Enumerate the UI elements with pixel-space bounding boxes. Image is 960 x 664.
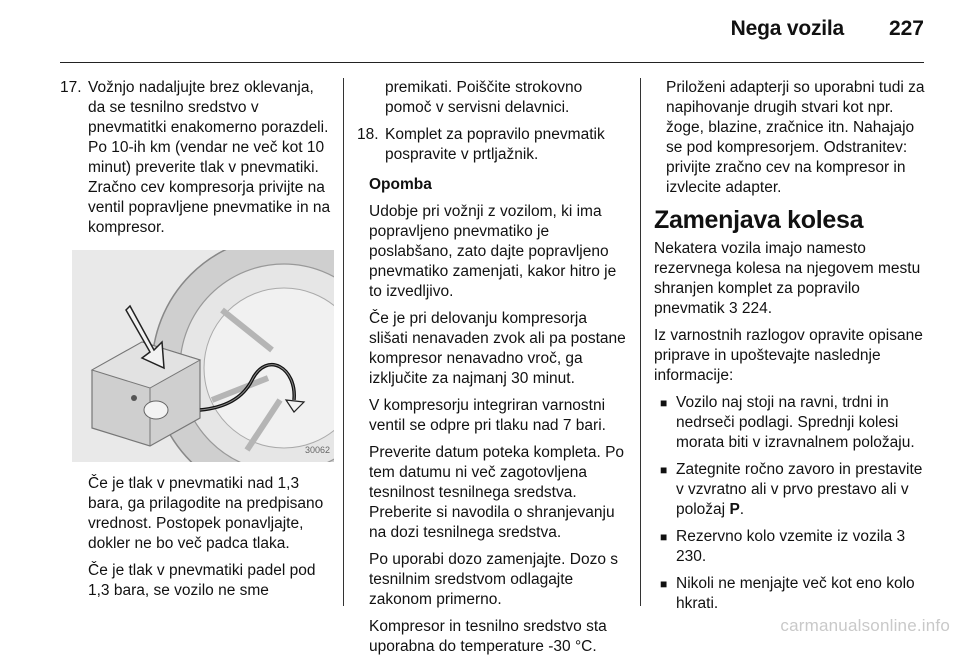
paragraph: [654, 239, 926, 319]
compressor-illustration: [72, 250, 334, 462]
column-divider-1: [343, 78, 344, 606]
step-18: [357, 125, 629, 165]
bullet-icon: ■: [660, 396, 668, 410]
header-title: Nega vozila: [730, 17, 844, 40]
note-paragraph: Preverite datum poteka kompleta. Po tem datumu ni več zagotovljena tesnilnost tesnilnega sredstva. Preberite si navodila o shranjevanju na dozi tesnilnega sredstva.: [369, 444, 625, 541]
bullet-item: [654, 393, 926, 453]
paragraph: Če je tlak v pnevmatiki padel pod 1,3 bara, se vozilo ne sme: [88, 562, 316, 599]
paragraph: Priloženi adapterji so uporabni tudi za napihovanje drugih stvari kot npr. žoge, blazine, zračnice itn. Nahajajo se pod kompresorjem. Odstranitev: privijte zračno cev na kompresor in izvlecite adapter.: [666, 79, 925, 196]
page-reference: 3 230.: [676, 528, 906, 565]
bullet-end: .: [739, 501, 745, 518]
page-number: 227: [888, 17, 924, 40]
bullet-item: [654, 460, 926, 520]
note-paragraph: Kompresor in tesnilno sredstvo sta uporabna do temperature -30 °C.: [369, 618, 607, 655]
bullet-text: Zategnite ročno zavoro in prestavite v vzvratno ali v prvo prestavo ali v položaj: [676, 461, 923, 518]
bullet-icon: ■: [660, 463, 668, 477]
note-paragraph: Če je pri delovanju kompresorja slišati nenavaden zvok ali pa postane kompresor nenavadno vroč, ga izklјučite za najmanj 30 minut.: [369, 310, 626, 387]
column-2: [357, 78, 629, 664]
paragraph: Če je tlak v pnevmatiki nad 1,3 bara, ga prilagodite na predpisano vrednost. Postopek ponavljajte, dokler ne bo več padca tlaka.: [88, 475, 324, 552]
note-paragraph: V kompresorju integriran varnostni ventil se odpre pri tlaku nad 7 bari.: [369, 397, 606, 434]
column-1: [60, 78, 332, 608]
step-number: 18.: [357, 126, 379, 143]
watermark: carmanualsonline.info: [780, 616, 950, 635]
note-title: Opomba: [369, 176, 432, 193]
bullet-text: Nikoli ne menjajte več kot eno kolo hkrati.: [676, 575, 915, 612]
page-header: [60, 0, 924, 63]
bullet-item: [654, 574, 926, 614]
section-title: Zamenjava kolesa: [654, 206, 864, 234]
bullet-item: [654, 527, 926, 567]
note-paragraph: Po uporabi dozo zamenjajte. Dozo s tesnilnim sredstvom odlagajte zakonom primerno.: [369, 551, 619, 608]
paragraph: Iz varnostnih razlogov opravite opisane priprave in upoštevajte naslednje informacije:: [654, 327, 923, 384]
bullet-text: Rezervno kolo vzemite iz vozila: [676, 528, 893, 545]
step-number: 17.: [60, 79, 82, 96]
paragraph-text: Nekatera vozila imajo namesto rezervnega kolesa na njegovem mestu shranjen komplet za popravilo pnevmatik: [654, 240, 921, 317]
figure-code: 30062: [304, 445, 330, 455]
bullet-icon: ■: [660, 577, 668, 591]
note-paragraph: Udobje pri vožnji z vozilom, ki ima popravljeno pnevmatiko je poslabšano, zato dajte popravljeno pnevmatiko zamenjati, kakor hitro je to izvedljivo.: [369, 203, 617, 300]
bullet-text: Vozilo naj stoji na ravni, trdni in nedrseči podlagi. Sprednji kolesi morata biti v izravnalnem položaju.: [676, 394, 915, 451]
gear-position: P: [729, 501, 740, 518]
step-17: [60, 78, 332, 238]
step-text: Komplet za popravilo pnevmatik pospravite v prtljažnik.: [385, 126, 605, 163]
column-divider-2: [640, 78, 641, 606]
note-block: [357, 175, 629, 657]
bullet-icon: ■: [660, 530, 668, 544]
column-3: [654, 78, 926, 621]
page-reference: 3 224.: [728, 300, 773, 317]
pressure-notes: [60, 474, 332, 601]
compressor-tire-diagram: [72, 250, 334, 462]
step-text: Vožnjo nadaljujte brez oklevanja, da se tesnilno sredstvo v pnevmatitki enakomerno porazdeli. Po 10-ih km (vendar ne več kot 10 minut) preverite tlak v pnevmatiki. Zračno cev kompresorja privijte na ventil popravljene pnevmatike in na kompresor.: [88, 79, 331, 236]
paragraph-continued: premikati. Poiščite strokovno pomoč v servisni delavnici.: [385, 79, 583, 116]
